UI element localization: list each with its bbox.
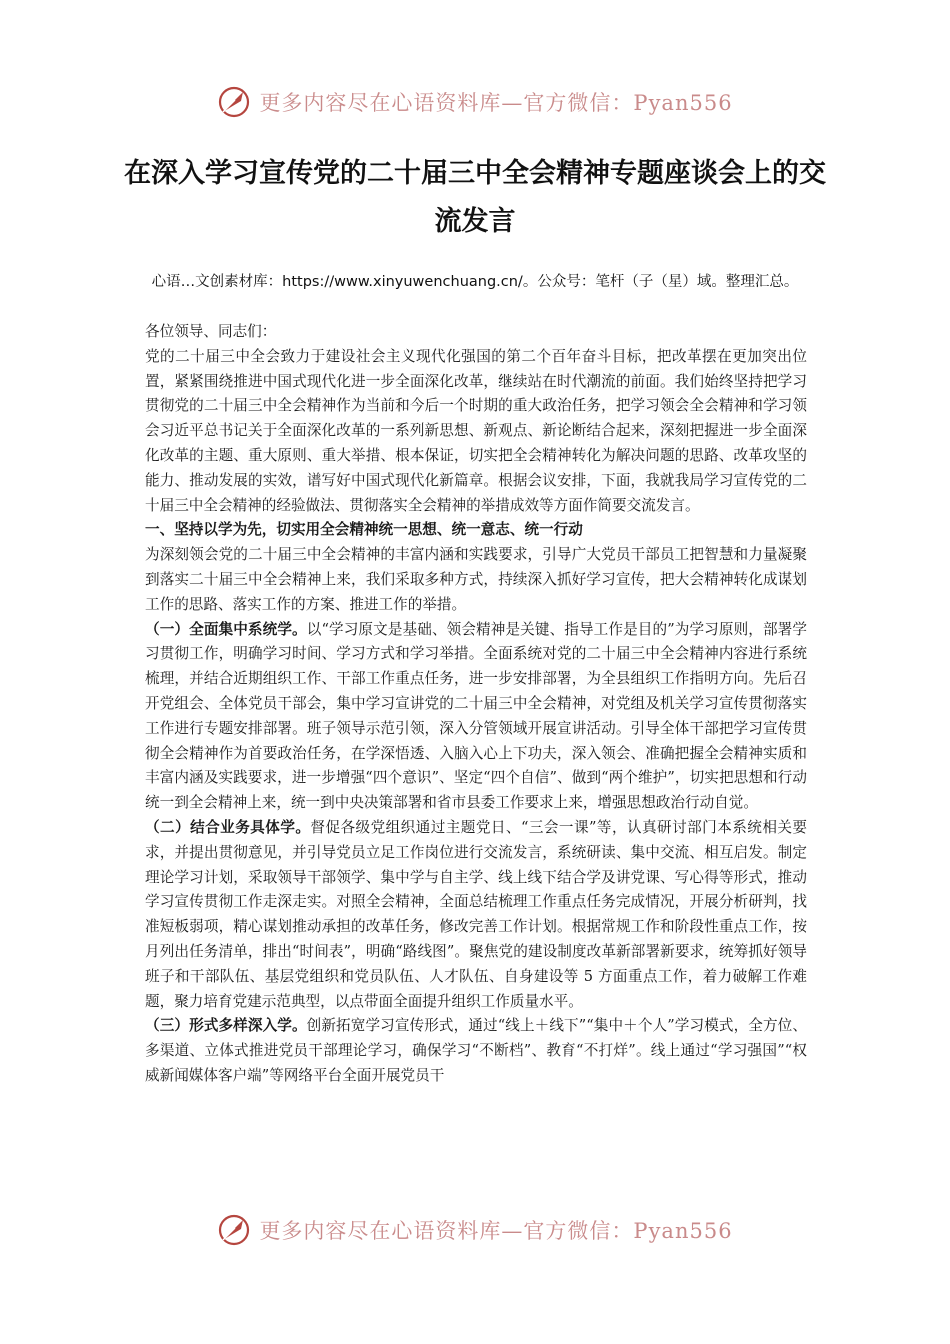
section-heading: 一、坚持以学为先，切实用全会精神统一思想、统一意志、统一行动 bbox=[145, 521, 583, 539]
subsection-paragraph bbox=[145, 816, 807, 1014]
section-paragraph: 为深刻领会党的二十届三中全会精神的丰富内涵和实践要求，引导广大党员干部员工把智慧和力量凝聚到落实二十届三中全会精神上来，我们采取多种方式，持续深入抓好学习宣传，把大会精神转化成谋划工作的思路、落实工作的方案、推进工作的举措。 bbox=[145, 546, 807, 613]
subsection-lead: （二）结合业务具体学。 bbox=[145, 818, 311, 836]
subsection-text: 创新拓宽学习宣传形式，通过“线上＋线下”“集中＋个人”学习模式，全方位、多渠道、立体式推进党员干部理论学习，确保学习“不断档”、教育“不打烊”。线上通过“学习强国”“权威新闻媒体客户端”等网络平台全面开展党员干 bbox=[145, 1017, 807, 1084]
quill-logo-icon bbox=[217, 1213, 251, 1247]
subsection-lead: （一）全面集中系统学。 bbox=[145, 620, 307, 638]
document-title: 在深入学习宣传党的二十届三中全会精神专题座谈会上的交流发言 bbox=[124, 158, 826, 237]
subsection-paragraph bbox=[145, 618, 807, 816]
subsection-paragraph bbox=[145, 1014, 807, 1088]
subsection-lead: （三）形式多样深入学。 bbox=[145, 1017, 307, 1035]
subsection-text: 督促各级党组织通过主题党日、“三会一课”等，认真研讨部门本系统相关要求，并提出贯彻意见，并引导党员立足工作岗位进行交流发言，系统研读、集中交流、相互启发。制定理论学习计划，采取领导干部领学、集中学与自主学、线上线下结合学及讲党课、写心得等形式，推动学习宣传贯彻工作走深走实。对照全会精神，全面总结梳理工作重点任务完成情况，开展分析研判，找准短板弱项，精心谋划推动承担的改革任务，修改完善工作计划。根据常规工作和阶段性重点工作，按月列出任务清单，排出“时间表”，明确“路线图”。聚焦党的建设制度改革新部署新要求，统筹抓好领导班子和干部队伍、基层党组织和党员队伍、人才队伍、自身建设等 5 方面重点工作，着力破解工作难题，聚力培育党建示范典型，以点带面全面提升组织工作质量水平。 bbox=[145, 818, 807, 1010]
intro-paragraph: 党的二十届三中全会致力于建设社会主义现代化强国的第二个百年奋斗目标，把改革摆在更加突出位置，紧紧围绕推进中国式现代化进一步全面深化改革，继续站在时代潮流的前面。我们始终坚持把学习贯彻党的二十届三中全会精神作为当前和今后一个时期的重大政治任务，把学习领会全会精神和学习领会习近平总书记关于全面深化改革的一系列新思想、新观点、新论断结合起来，深刻把握进一步全面深化改革的主题、重大原则、重大举措、根本保证，切实把全会精神转化为解决问题的思路、改革攻坚的能力、推动发展的实效，谱写好中国式现代化新篇章。根据会议安排，下面，我就我局学习宣传党的二十届三中全会精神的经验做法、贯彻落实全会精神的举措成效等方面作简要交流发言。 bbox=[145, 347, 807, 514]
footer-watermark-banner bbox=[0, 1210, 950, 1250]
source-note: 心语…文创素材库：https://www.xinyuwenchuang.cn/。公众号：笔杆（子（星）域。整理汇总。 bbox=[151, 274, 799, 290]
salutation: 各位领导、同志们： bbox=[145, 323, 277, 340]
quill-logo-icon bbox=[217, 85, 251, 119]
subsection-text: 以“学习原文是基础、领会精神是关键、指导工作是目的”为学习原则，部署学习贯彻工作，明确学习时间、学习方式和学习举措。全面系统对党的二十届三中全会精神内容进行系统梳理，并结合近期组织工作、干部工作重点任务，进一步安排部署，为全县组织工作指明方向。先后召开党组会、全体党员干部会，集中学习宣讲党的二十届三中全会精神，对党组及机关学习宣传贯彻落实工作进行专题安排部署。班子领导示范引领，深入分管领域开展宣讲活动。引导全体干部把学习宣传贯彻全会精神作为首要政治任务，在学深悟透、入脑入心上下功夫，深入领会、准确把握全会精神实质和丰富内涵及实践要求，进一步增强“四个意识”、坚定“四个自信”、做到“两个维护”，切实把思想和行动统一到全会精神上来，统一到中央决策部署和省市县委工作要求上来，增强思想政治行动自觉。 bbox=[145, 620, 807, 812]
watermark-text: 更多内容尽在心语资料库—官方微信：Pyan556 bbox=[259, 91, 733, 115]
document-body bbox=[145, 320, 807, 1089]
watermark-text: 更多内容尽在心语资料库—官方微信：Pyan556 bbox=[259, 1219, 733, 1243]
header-watermark-banner bbox=[0, 82, 950, 122]
